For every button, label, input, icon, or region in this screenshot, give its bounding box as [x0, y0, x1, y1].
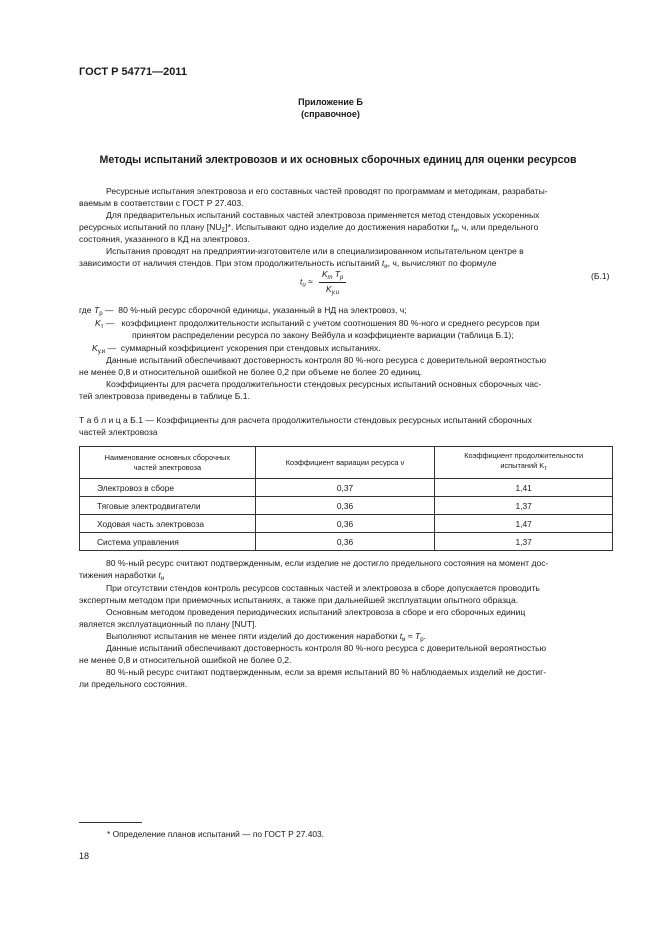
table-cell: 0,36 [255, 515, 435, 533]
table-cell: Тяговые электродвигатели [80, 497, 256, 515]
definition-item: где $T_p$ — 80 %-ный ресурс сборочной единицы, указанный в НД на электровоз, ч; [79, 305, 407, 317]
paragraph-line: 80 %-ный ресурс считают подтвержденным, если изделие не достигло предельного состояния на момент дос- [106, 558, 549, 568]
paragraph-line: Данные испытаний обеспечивают достоверность контроля 80 %-ного ресурса с доверительной вероятностью [106, 643, 547, 653]
table-cell: Электровоз в сборе [80, 479, 256, 497]
paragraph-line: 80 %-ный ресурс считают подтвержденным, если за время испытаний 80 % наблюдаемых изделий не достиг- [106, 667, 547, 677]
table-cell: Ходовая часть электровоза [80, 515, 256, 533]
table-row [80, 479, 613, 497]
page-number: 18 [79, 851, 90, 861]
table-cell: 1,37 [435, 533, 613, 551]
paragraph-line: Данные испытаний обеспечивают достоверность контроля 80 %-ного ресурса с доверительной вероятностью [106, 355, 547, 365]
table-cell: 1,47 [435, 515, 613, 533]
paragraph-line: состояния, указанного в КД на электровоз. [79, 234, 250, 244]
section-heading: Методы испытаний электровозов и их основных сборочных единиц для оценки ресурсов [99, 154, 577, 166]
definition-item: $K_т$ — коэффициент продолжительности испытаний с учетом соотношения 80 %-ного и среднего ресурсов при [95, 318, 540, 330]
paragraph-line: не менее 0,8 и относительной ошибкой не более 0,2. [79, 655, 292, 665]
coefficients-table [79, 446, 613, 551]
paragraph-line: Для предварительных испытаний составных частей электровоза применяется метод стендовых ускоренных [106, 210, 540, 220]
column-header: Коэффициент вариации ресурса ν [255, 447, 435, 479]
table-cell: Система управления [80, 533, 256, 551]
paragraph-line: Ресурсные испытания электровоза и его составных частей проводят по программам и методикам, разрабаты- [106, 186, 548, 196]
table-cell: 1,41 [435, 479, 613, 497]
paragraph-line: ресурсных испытаний по плану $[NU_\Sigma]*$. Испытывают одно изделие до достижения наработки $t_и$, ч, или предельного [79, 222, 539, 234]
formula-b1: $t_и$ ≈ $\frac{K_т T_p}{K_{у.и}}$ [300, 269, 346, 296]
table-row [80, 533, 613, 551]
table-row [80, 497, 613, 515]
table-row [80, 515, 613, 533]
paragraph-line: Испытания проводят на предприятии-изготовителе или в специализированном испытательном центре в [106, 246, 524, 256]
table-cell: 1,37 [435, 497, 613, 515]
paragraph-line: является эксплуатационный по плану [NUT]. [79, 619, 257, 629]
table-caption-line: частей электровоза [79, 427, 158, 437]
paragraph-line: ваемым в соответствии с ГОСТ Р 27.403. [79, 198, 244, 208]
column-header: Коэффициент продолжительности испытаний $K_т$ [435, 447, 613, 479]
annex-status: (справочное) [301, 109, 360, 119]
paragraph-line: тей электровоза приведены в таблице Б.1. [79, 391, 250, 401]
annex-title: Приложение Б [298, 97, 363, 107]
footnote: * Определение планов испытаний — по ГОСТ Р 27.403. [107, 829, 324, 839]
paragraph-line: При отсутствии стендов контроль ресурсов составных частей и электровоза в сборе допускается проводить [106, 583, 540, 593]
table-caption: Т а б л и ц а Б.1 — Коэффициенты для расчета продолжительности стендовых ресурсных испытаний сборочных [79, 415, 532, 425]
definition-line: принятом распределении ресурса по закону Вейбула и коэффициенте вариации (таблица Б.1); [132, 330, 514, 340]
column-header: Наименование основных сборочных частей электровоза [80, 447, 256, 479]
paragraph-line: зависимости от наличия стендов. При этом продолжительность испытаний $t_и$, ч, вычисляют по формуле [79, 258, 497, 270]
table-cell: 0,36 [255, 533, 435, 551]
paragraph-line: не менее 0,8 и относительной ошибкой не более 0,2 при объеме не более 20 единиц. [79, 367, 423, 377]
paragraph-line: Основным методом проведения периодических испытаний электровоза в сборе и его сборочных единиц [106, 607, 526, 617]
paragraph-line: Выполняют испытания не менее пяти изделий до достижения наработки $t_и \approx T_p$. [106, 631, 426, 643]
table-cell: 0,36 [255, 497, 435, 515]
paragraph-line: экспертным методом при приемочных испытаниях, а также при дальнейшей эксплуатации опытного образца. [79, 595, 519, 605]
paragraph-line: тижения наработки $t_и$ [79, 570, 165, 582]
paragraph-line: ли предельного состояния. [79, 679, 188, 689]
formula-fraction: $\frac{K_т T_p}{K_{у.и}}$ [319, 269, 346, 296]
footnote-separator [79, 822, 142, 823]
equation-number: (Б.1) [591, 271, 610, 281]
document-id: ГОСТ Р 54771—2011 [79, 66, 187, 78]
table-cell: 0,37 [255, 479, 435, 497]
definition-item: $K_{у.и}$ — суммарный коэффициент ускорения при стендовых испытаниях. [92, 343, 381, 355]
paragraph-line: Коэффициенты для расчета продолжительности стендовых ресурсных испытаний основных сборочных час- [106, 379, 542, 389]
